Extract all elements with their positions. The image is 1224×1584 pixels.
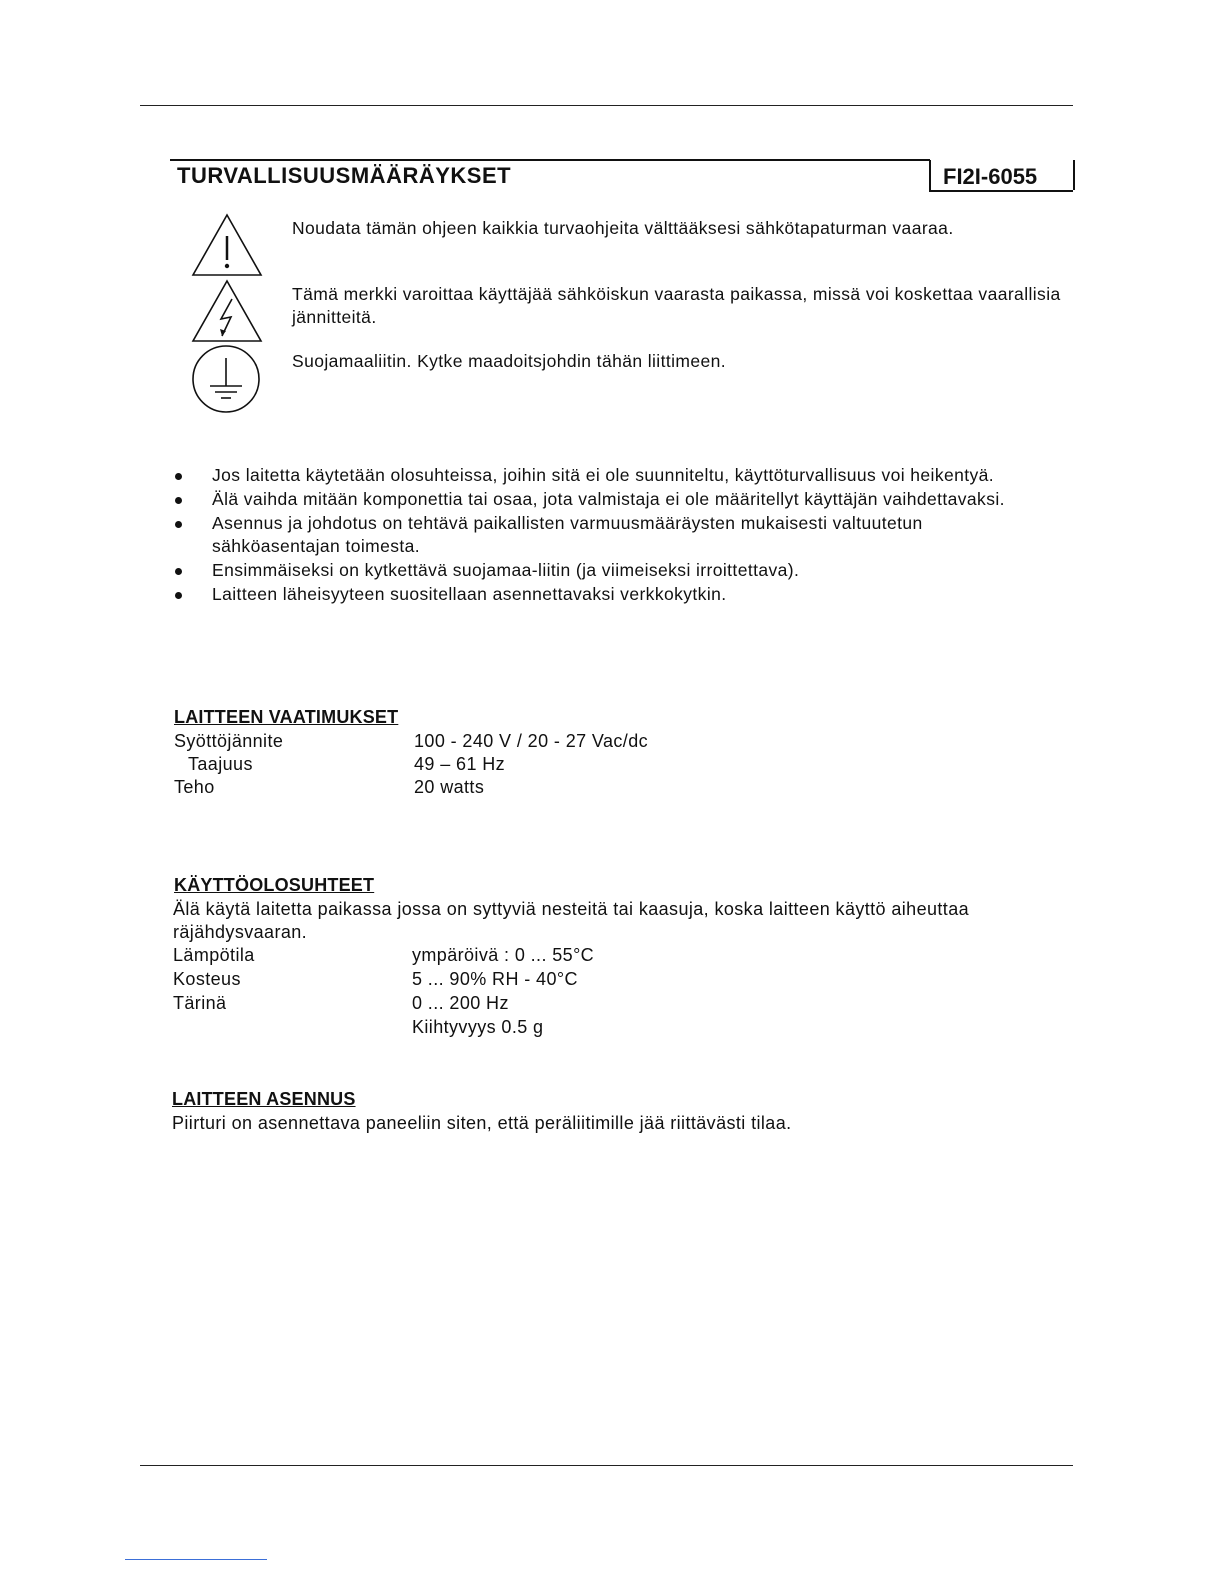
condition-label: Kosteus [173, 969, 241, 989]
doc-code-underline [929, 190, 1073, 192]
installation-text: Piirturi on asennettava paneeliin siten, että peräliitimille jää riittävästi tilaa. [172, 1113, 792, 1133]
requirement-value: 20 watts [414, 777, 485, 797]
header-overline [170, 159, 930, 161]
protective-earth-icon [190, 344, 264, 414]
conditions-heading: KÄYTTÖOLOSUHTEET [174, 875, 375, 895]
requirement-label: Taajuus [188, 754, 253, 774]
bullet-icon [175, 473, 182, 480]
bullet-icon [175, 497, 182, 504]
symbol-text-shock: Tämä merkki varoittaa käyttäjää sähköiskun vaarasta paikassa, missä voi koskettaa vaarallisia jännitteitä. [292, 284, 1061, 327]
list-item: Asennus ja johdotus on tehtävä paikallisten varmuusmääräysten mukaisesti valtuutetun sähköasentajan toimesta. [172, 512, 1052, 558]
list-item: Ensimmäiseksi on kytkettävä suojamaa-liitin (ja viimeiseksi irroittettava). [172, 559, 1052, 582]
requirement-label: Teho [174, 777, 215, 797]
symbol-text-warning: Noudata tämän ohjeen kaikkia turvaohjeita välttääksesi sähkötapaturman vaaraa. [292, 218, 954, 238]
condition-label: Tärinä [173, 993, 227, 1013]
warning-triangle-icon [190, 212, 264, 278]
requirement-value: 49 – 61 Hz [414, 754, 506, 774]
bullet-icon [175, 568, 182, 575]
condition-label: Lämpötila [173, 945, 255, 965]
doc-code: FI2I-6055 [943, 164, 1038, 189]
safety-bullet-list [172, 464, 1052, 607]
top-rule [140, 105, 1073, 106]
bottom-rule [140, 1465, 1073, 1466]
condition-value: Kiihtyvyys 0.5 g [412, 1017, 544, 1037]
symbol-text-earth: Suojamaaliitin. Kytke maadoitsjohdin tähän liittimeen. [292, 351, 727, 371]
list-item: Laitteen läheisyyteen suositellaan asennettavaksi verkkokytkin. [172, 583, 1052, 606]
list-item: Jos laitetta käytetään olosuhteissa, joihin sitä ei ole suunniteltu, käyttöturvallisuus voi heikentyä. [172, 464, 1052, 487]
requirement-value: 100 - 240 V / 20 - 27 Vac/dc [414, 731, 649, 751]
condition-value: 0 ... 200 Hz [412, 993, 509, 1013]
bullet-icon [175, 592, 182, 599]
list-item: Älä vaihda mitään komponettia tai osaa, jota valmistaja ei ole määritellyt käyttäjän vaihdettavaksi. [172, 488, 1052, 511]
page-title: TURVALLISUUSMÄÄRÄYKSET [177, 163, 512, 188]
requirements-heading: LAITTEEN VAATIMUKSET [174, 707, 399, 727]
condition-value: 5 ... 90% RH - 40°C [412, 969, 578, 989]
footer-link-line [125, 1559, 267, 1560]
condition-value: ympäröivä : 0 ... 55°C [412, 945, 595, 965]
electric-shock-triangle-icon [190, 278, 264, 344]
conditions-intro: Älä käytä laitetta paikassa jossa on syttyviä nesteitä tai kaasuja, koska laitteen käyttö aiheuttaa räjähdysvaaran. [173, 899, 970, 942]
bullet-icon [175, 521, 182, 528]
installation-heading: LAITTEEN ASENNUS [172, 1089, 356, 1109]
requirement-label: Syöttöjännite [174, 731, 284, 751]
